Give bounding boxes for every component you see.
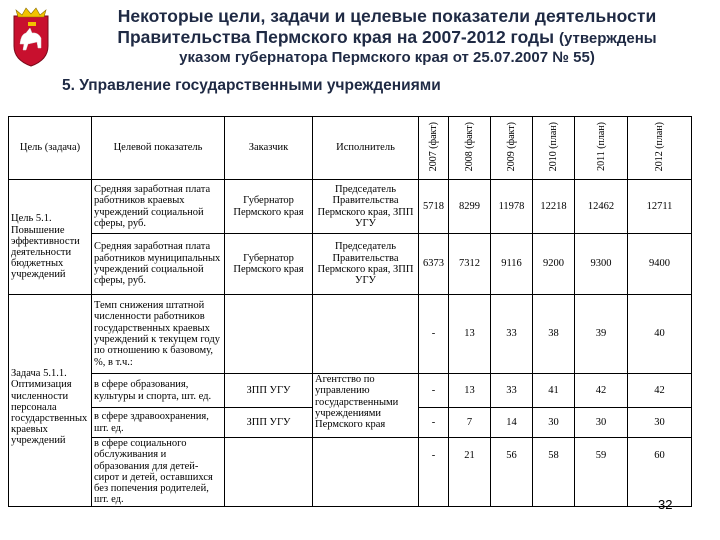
value-cell: 7312 bbox=[449, 234, 491, 295]
header-goal: Цель (задача) bbox=[9, 117, 92, 180]
indicator-cell: Темп снижения штатной численности работников государственных краевых учреждений к текущем году по отношению к базовому, %, в т.ч.: bbox=[92, 295, 225, 374]
section-title: 5. Управление государственными учреждениями bbox=[62, 77, 441, 94]
value-cell: 60 bbox=[628, 438, 692, 507]
indicator-cell: Средняя заработная плата работников краевых учреждений социальной сферы, руб. bbox=[92, 180, 225, 234]
header-year: 2010 (план) bbox=[533, 117, 575, 180]
indicator-cell: в сфере образования, культуры и спорта, шт. ед. bbox=[92, 374, 225, 408]
value-cell: 39 bbox=[575, 295, 628, 374]
header-year: 2011 (план) bbox=[575, 117, 628, 180]
value-cell: 21 bbox=[449, 438, 491, 507]
goal-cell bbox=[9, 295, 92, 507]
title-paren: (утверждены bbox=[559, 30, 657, 47]
executor-cell bbox=[313, 438, 419, 507]
value-cell: - bbox=[419, 374, 449, 408]
value-cell: 42 bbox=[628, 374, 692, 408]
value-cell: 42 bbox=[575, 374, 628, 408]
value-cell: 59 bbox=[575, 438, 628, 507]
value-cell: 8299 bbox=[449, 180, 491, 234]
value-cell: 12218 bbox=[533, 180, 575, 234]
title-line-1: Некоторые цели, задачи и целевые показатели деятельности bbox=[117, 6, 657, 26]
value-cell: 9400 bbox=[628, 234, 692, 295]
header-year: 2007 (факт) bbox=[419, 117, 449, 180]
table-row bbox=[9, 374, 692, 408]
value-cell: 11978 bbox=[491, 180, 533, 234]
value-cell: 9300 bbox=[575, 234, 628, 295]
indicator-cell: в сфере социального обслуживания и образования для детей-сирот и детей, оставшихся без попечения родителей, шт. ед. bbox=[92, 438, 225, 507]
value-cell: 33 bbox=[491, 295, 533, 374]
value-cell: 13 bbox=[449, 295, 491, 374]
value-cell: - bbox=[419, 408, 449, 438]
value-cell: 30 bbox=[628, 408, 692, 438]
value-cell: 30 bbox=[575, 408, 628, 438]
value-cell: 5718 bbox=[419, 180, 449, 234]
customer-cell: Губернатор Пермского края bbox=[225, 180, 313, 234]
value-cell: 9200 bbox=[533, 234, 575, 295]
title-line-2: Правительства Пермского края на 2007-2012 годы (утверждены bbox=[117, 27, 657, 47]
value-cell: 12711 bbox=[628, 180, 692, 234]
table-row bbox=[9, 438, 692, 507]
table-row bbox=[9, 295, 692, 374]
value-cell: - bbox=[419, 438, 449, 507]
page-number: 32 bbox=[658, 497, 673, 512]
value-cell: 40 bbox=[628, 295, 692, 374]
customer-cell bbox=[225, 438, 313, 507]
header-year: 2008 (факт) bbox=[449, 117, 491, 180]
page-title bbox=[62, 6, 712, 67]
goal-title: Цель 5.1. bbox=[11, 213, 52, 225]
executor-cell: Председатель Правительства Пермского края, ЗПП УГУ bbox=[313, 234, 419, 295]
value-cell: 6373 bbox=[419, 234, 449, 295]
perm-krai-coat-of-arms-icon bbox=[6, 6, 56, 68]
header-year: 2009 (факт) bbox=[491, 117, 533, 180]
value-cell: 56 bbox=[491, 438, 533, 507]
customer-cell: ЗПП УГУ bbox=[225, 408, 313, 438]
indicator-cell: в сфере здравоохранения, шт. ед. bbox=[92, 408, 225, 438]
goal-cell bbox=[9, 180, 92, 295]
customer-cell bbox=[225, 295, 313, 374]
table-row bbox=[9, 234, 692, 295]
value-cell: - bbox=[419, 295, 449, 374]
value-cell: 30 bbox=[533, 408, 575, 438]
header-customer: Заказчик bbox=[225, 117, 313, 180]
executor-cell: Агентство по управлению государственными учреждениями Пермского края bbox=[313, 374, 419, 438]
goal-text: Оптимизация численности персонала государственных краевых учреждений bbox=[11, 379, 88, 447]
value-cell: 7 bbox=[449, 408, 491, 438]
header-year: 2012 (план) bbox=[628, 117, 692, 180]
header-indicator: Целевой показатель bbox=[92, 117, 225, 180]
value-cell: 14 bbox=[491, 408, 533, 438]
value-cell: 58 bbox=[533, 438, 575, 507]
customer-cell: ЗПП УГУ bbox=[225, 374, 313, 408]
indicators-table bbox=[8, 116, 692, 507]
value-cell: 33 bbox=[491, 374, 533, 408]
executor-cell bbox=[313, 295, 419, 374]
goal-text: Повышение эффективности деятельности бюджетных учреждений bbox=[11, 224, 80, 281]
value-cell: 9116 bbox=[491, 234, 533, 295]
value-cell: 38 bbox=[533, 295, 575, 374]
title-line-3: указом губернатора Пермского края от 25.07.2007 № 55) bbox=[179, 49, 595, 66]
goal-title: Задача 5.1.1. bbox=[11, 368, 67, 380]
table-header-row bbox=[9, 117, 692, 180]
executor-cell: Председатель Правительства Пермского края, ЗПП УГУ bbox=[313, 180, 419, 234]
table-row bbox=[9, 180, 692, 234]
value-cell: 12462 bbox=[575, 180, 628, 234]
value-cell: 13 bbox=[449, 374, 491, 408]
customer-cell: Губернатор Пермского края bbox=[225, 234, 313, 295]
value-cell: 41 bbox=[533, 374, 575, 408]
indicator-cell: Средняя заработная плата работников муниципальных учреждений социальной сферы, руб. bbox=[92, 234, 225, 295]
header-executor: Исполнитель bbox=[313, 117, 419, 180]
